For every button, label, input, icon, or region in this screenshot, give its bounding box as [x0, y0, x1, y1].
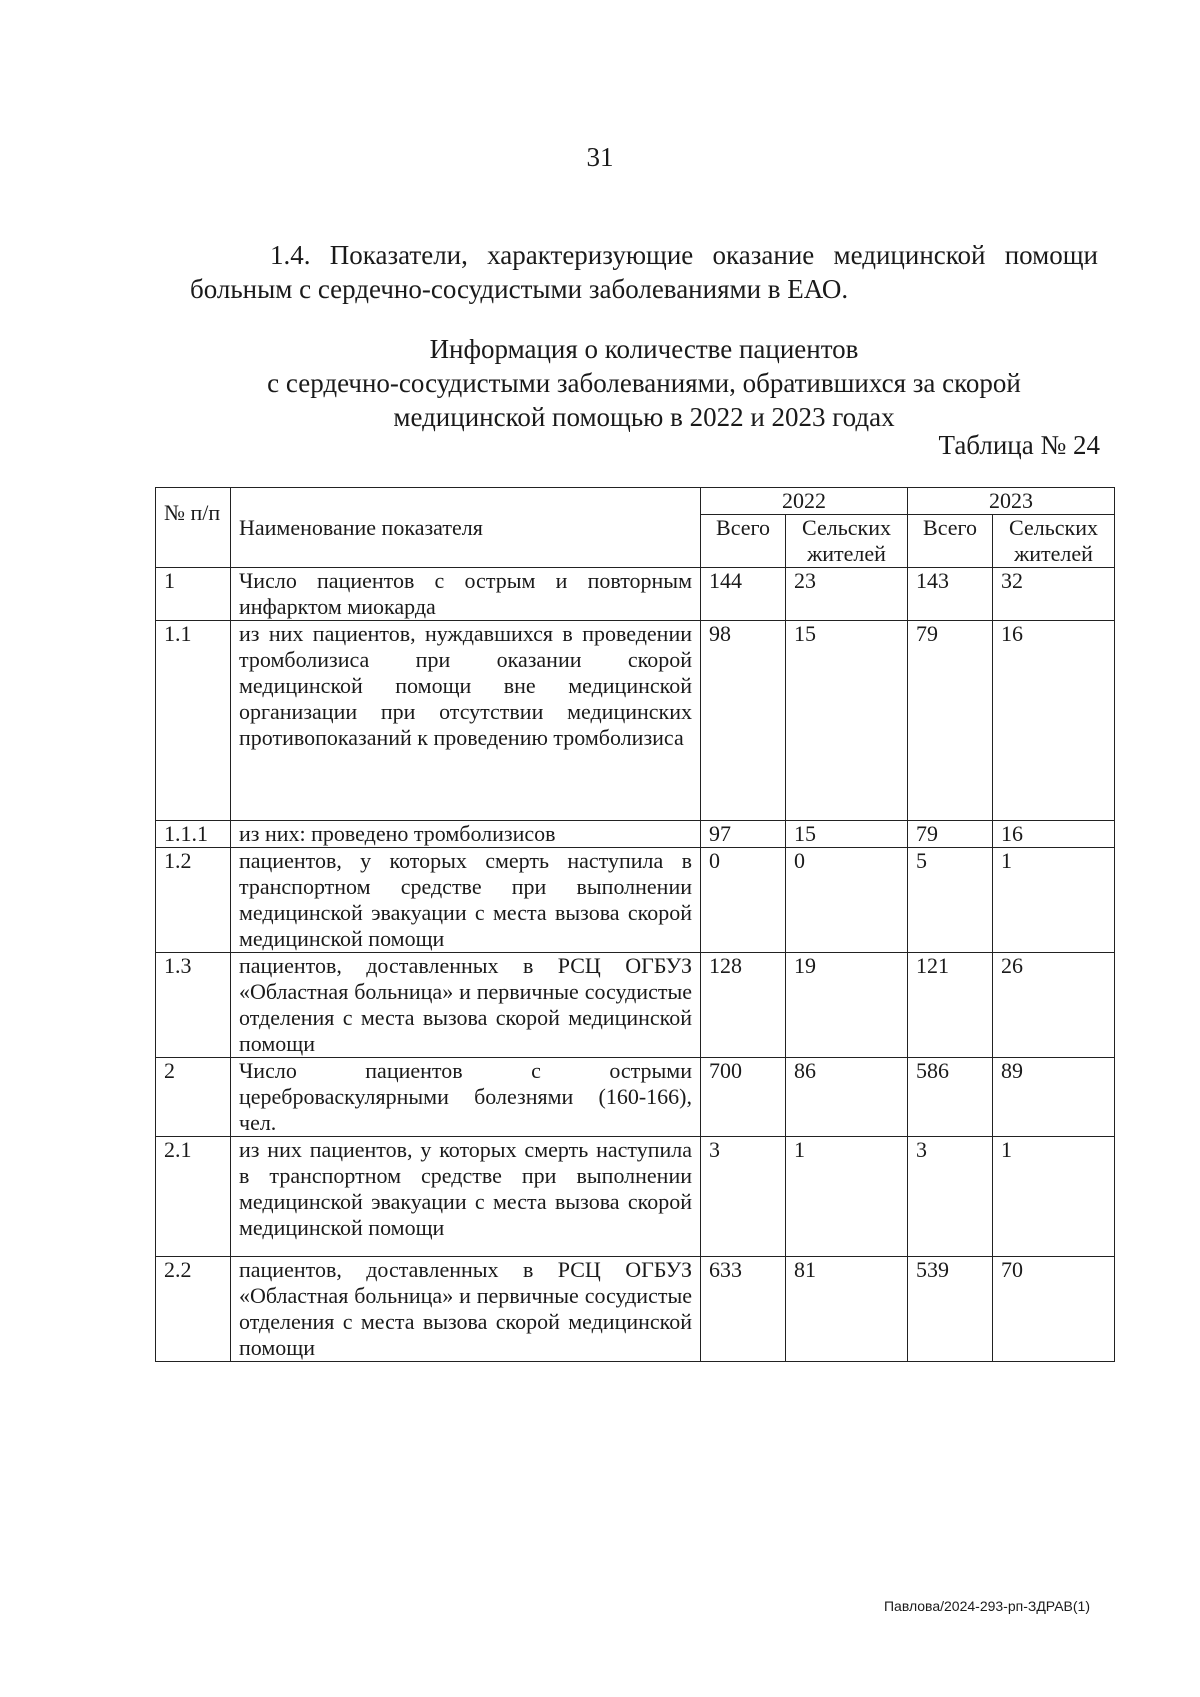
row-name: пациентов, у которых смерть наступила в транспортном средстве при выполнении медицинской эвакуации с места вызова скорой медицинской помощи [231, 848, 701, 953]
row-total-2022: 144 [701, 568, 786, 621]
row-rural-2023: 16 [993, 621, 1115, 821]
row-rural-2022: 15 [786, 821, 908, 848]
row-total-2023: 3 [908, 1137, 993, 1257]
row-total-2022: 633 [701, 1257, 786, 1362]
caption-line-3: медицинской помощью в 2022 и 2023 годах [393, 402, 895, 432]
header-num: № п/п [156, 488, 231, 568]
row-rural-2022: 81 [786, 1257, 908, 1362]
row-total-2023: 121 [908, 953, 993, 1058]
table-row [156, 621, 1115, 821]
row-rural-2023: 26 [993, 953, 1115, 1058]
row-num: 2 [156, 1058, 231, 1137]
row-rural-2022: 19 [786, 953, 908, 1058]
table-label: Таблица № 24 [938, 430, 1100, 460]
row-num: 1.1 [156, 621, 231, 821]
row-rural-2022: 0 [786, 848, 908, 953]
page-number: 31 [586, 142, 614, 172]
header-total-2023: Всего [908, 515, 993, 568]
row-rural-2023: 1 [993, 848, 1115, 953]
indicators-table [155, 487, 1115, 1362]
table-row [156, 821, 1115, 848]
header-total-2022: Всего [701, 515, 786, 568]
row-num: 1.3 [156, 953, 231, 1058]
document-footer: Павлова/2024-293-рп-ЗДРАВ(1) [883, 1598, 1090, 1614]
caption-line-2: с сердечно-сосудистыми заболеваниями, обратившихся за скорой [267, 368, 1021, 398]
row-total-2023: 586 [908, 1058, 993, 1137]
row-name: пациентов, доставленных в РСЦ ОГБУЗ «Областная больница» и первичные сосудистые отделения с места вызова скорой медицинской помощи [231, 1257, 701, 1362]
row-rural-2023: 32 [993, 568, 1115, 621]
row-name: Число пациентов с острыми цереброваскулярными болезнями (160-166), чел. [231, 1058, 701, 1137]
row-name: пациентов, доставленных в РСЦ ОГБУЗ «Областная больница» и первичные сосудистые отделения с места вызова скорой медицинской помощи [231, 953, 701, 1058]
row-rural-2023: 16 [993, 821, 1115, 848]
table-row [156, 953, 1115, 1058]
row-rural-2023: 1 [993, 1137, 1115, 1257]
row-total-2023: 5 [908, 848, 993, 953]
row-total-2022: 97 [701, 821, 786, 848]
table-caption [190, 332, 1098, 434]
row-total-2023: 539 [908, 1257, 993, 1362]
row-total-2023: 79 [908, 821, 993, 848]
header-rural-2023: Сельских жителей [993, 515, 1115, 568]
row-total-2022: 3 [701, 1137, 786, 1257]
table-row [156, 1137, 1115, 1257]
row-num: 1 [156, 568, 231, 621]
header-rural-2022: Сельских жителей [786, 515, 908, 568]
table-row [156, 1058, 1115, 1137]
row-num: 2.1 [156, 1137, 231, 1257]
row-name: из них пациентов, у которых смерть наступила в транспортном средстве при выполнении медицинской эвакуации с места вызова скорой медицинской помощи [231, 1137, 701, 1257]
row-num: 1.1.1 [156, 821, 231, 848]
header-year-2022: 2022 [701, 488, 908, 515]
table-row [156, 1257, 1115, 1362]
row-total-2022: 98 [701, 621, 786, 821]
table-row [156, 568, 1115, 621]
header-name: Наименование показателя [231, 488, 701, 568]
row-name: Число пациентов с острым и повторным инфарктом миокарда [231, 568, 701, 621]
row-total-2023: 143 [908, 568, 993, 621]
row-rural-2022: 1 [786, 1137, 908, 1257]
row-name: из них пациентов, нуждавшихся в проведении тромболизиса при оказании скорой медицинской помощи вне медицинской организации при отсутствии медицинских противопоказаний к проведению тромболизиса [231, 621, 701, 821]
row-num: 1.2 [156, 848, 231, 953]
row-rural-2022: 86 [786, 1058, 908, 1137]
row-num: 2.2 [156, 1257, 231, 1362]
row-rural-2022: 15 [786, 621, 908, 821]
section-heading: 1.4. Показатели, характеризующие оказание медицинской помощи больным с сердечно-сосудистыми заболеваниями в ЕАО. [190, 240, 1098, 304]
row-rural-2023: 70 [993, 1257, 1115, 1362]
row-total-2022: 0 [701, 848, 786, 953]
header-year-2023: 2023 [908, 488, 1115, 515]
caption-line-1: Информация о количестве пациентов [429, 334, 859, 364]
row-rural-2022: 23 [786, 568, 908, 621]
row-total-2022: 128 [701, 953, 786, 1058]
row-name: из них: проведено тромболизисов [231, 821, 701, 848]
row-total-2022: 700 [701, 1058, 786, 1137]
table-row [156, 848, 1115, 953]
row-total-2023: 79 [908, 621, 993, 821]
row-rural-2023: 89 [993, 1058, 1115, 1137]
